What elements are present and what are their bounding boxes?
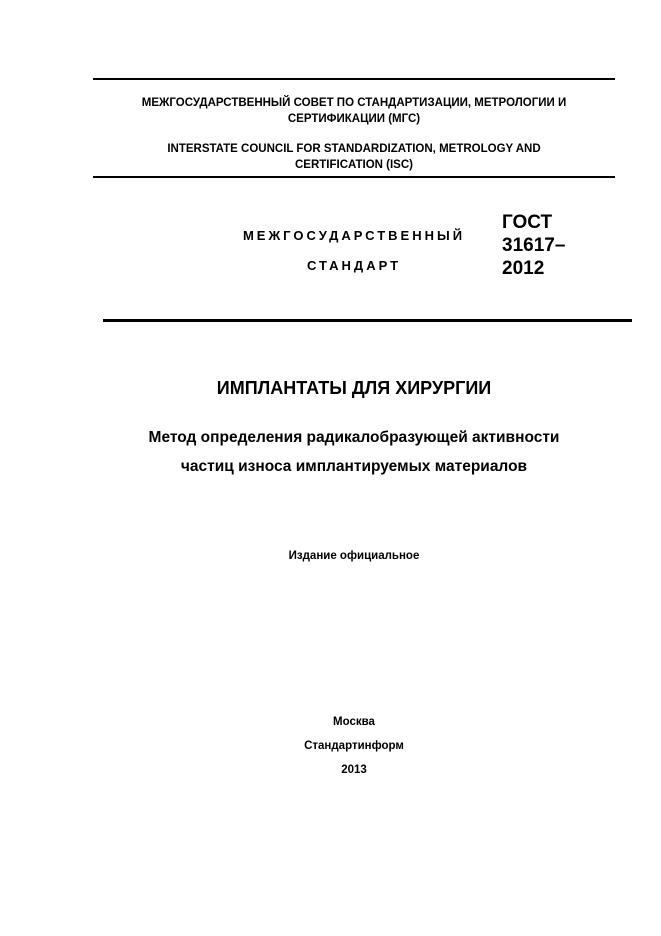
imprint	[93, 710, 615, 782]
subtitle-line2: частиц износа имплантируемых материалов	[180, 458, 528, 475]
document-subtitle	[93, 423, 615, 481]
middle-rule	[93, 176, 615, 178]
imprint-year: 2013	[341, 764, 367, 776]
bottom-rule	[103, 319, 632, 322]
subtitle-line1: Метод определения радикалобразующей активности	[148, 429, 560, 446]
standard-type-line1: МЕЖГОСУДАРСТВЕННЫЙ	[242, 228, 466, 243]
standard-number-line3: 2012	[502, 258, 545, 279]
imprint-city: Москва	[333, 716, 375, 728]
standard-type-line2: СТАНДАРТ	[306, 258, 402, 273]
standard-type	[220, 221, 488, 281]
document-title: ИМПЛАНТАТЫ ДЛЯ ХИРУРГИИ	[216, 378, 492, 398]
council-ru-line1: МЕЖГОСУДАРСТВЕННЫЙ СОВЕТ ПО СТАНДАРТИЗАЦИИ, МЕТРОЛОГИИ И	[141, 97, 567, 109]
standard-number-line2: 31617–	[502, 235, 566, 256]
edition-label: Издание официальное	[288, 550, 420, 562]
council-name-ru	[93, 95, 615, 127]
imprint-publisher: Стандартинформ	[304, 740, 404, 752]
top-rule	[93, 78, 615, 80]
standard-number	[502, 211, 612, 280]
council-en-line1: INTERSTATE COUNCIL FOR STANDARDIZATION, METROLOGY AND	[167, 143, 541, 155]
council-ru-line2: СЕРТИФИКАЦИИ (МГС)	[287, 113, 421, 125]
council-en-line2: CERTIFICATION (ISC)	[295, 159, 413, 171]
council-name-en	[93, 141, 615, 173]
standard-number-line1: ГОСТ	[502, 212, 553, 233]
